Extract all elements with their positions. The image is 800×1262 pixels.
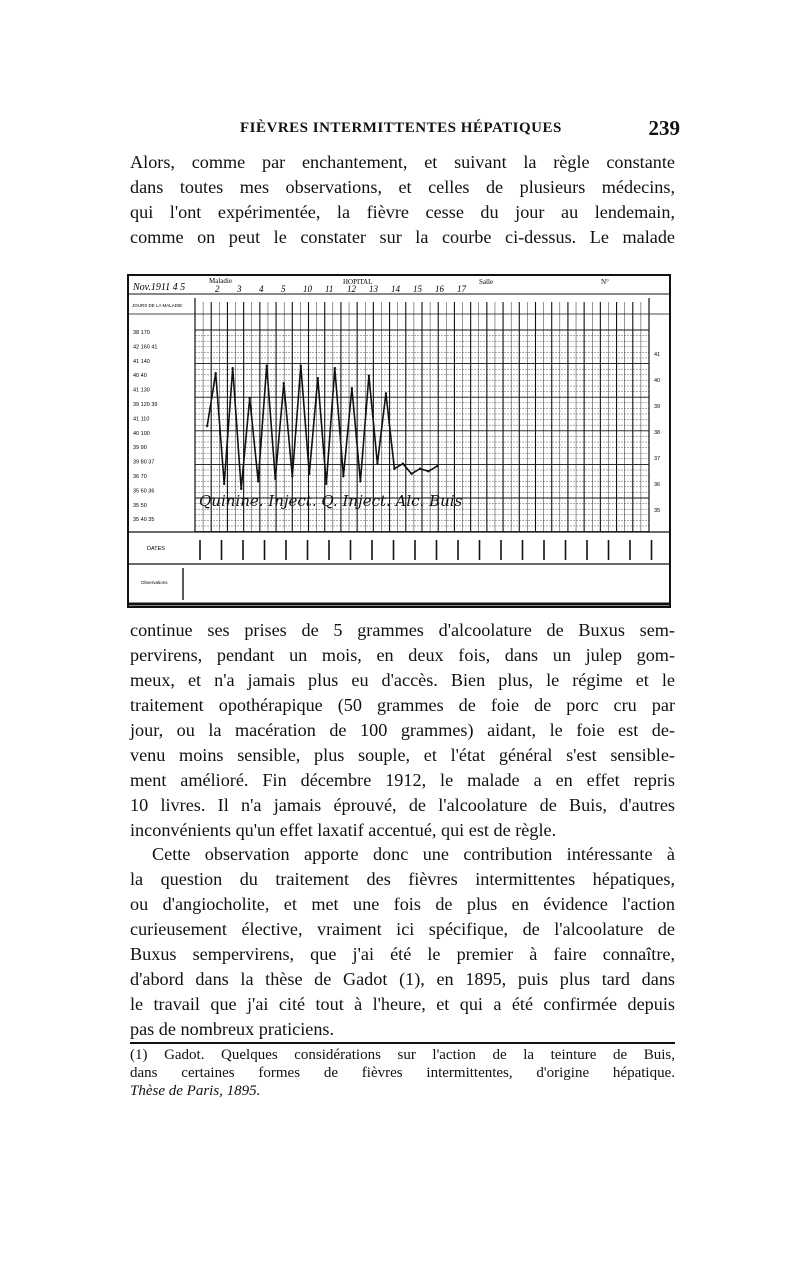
text-line: curieusement élective, vraiment ici spécifique, de l'alcoolature de — [130, 919, 675, 939]
left-scale-label: 41 110 — [133, 416, 150, 423]
chart-day-label: 3 — [237, 284, 242, 294]
chart-day-label: 12 — [347, 284, 356, 294]
temperature-point — [393, 468, 395, 470]
chart-side-header: JOURS DE LA MALADIE — [132, 303, 183, 308]
chart-day-label: 16 — [435, 284, 444, 294]
chart-day-label: 10 — [303, 284, 312, 294]
temperature-point — [419, 468, 421, 470]
right-scale-label: 38 — [654, 430, 661, 436]
text-line: Cette observation apporte donc une contribution intéressante à — [152, 844, 675, 864]
left-scale-label: 35 50 — [133, 502, 147, 509]
temperature-point — [231, 367, 233, 369]
left-scale-label: 35 60 36 — [133, 488, 155, 495]
temperature-point — [266, 364, 268, 366]
chart-day-label: 5 — [281, 284, 286, 294]
temperature-point — [308, 473, 310, 475]
right-scale-label: 37 — [654, 456, 661, 462]
temperature-chart — [127, 274, 671, 608]
text-line: le travail que j'ai cité tout à l'heure, et qui a été confirmée depuis — [130, 994, 675, 1014]
left-scale-label: 39 80 37 — [133, 459, 155, 466]
left-scale-label: 39 90 — [133, 445, 147, 452]
temperature-point — [410, 473, 412, 475]
temperature-point — [427, 470, 429, 472]
temperature-point — [351, 387, 353, 389]
temperature-point — [359, 480, 361, 482]
temperature-point — [317, 377, 319, 379]
text-line: continue ses prises de 5 grammes d'alcoolature de Buxus sem- — [130, 620, 675, 640]
text-line: dans toutes mes observations, et celles de plusieurs médecins, — [130, 177, 675, 197]
temperature-point — [291, 475, 293, 477]
temperature-point — [257, 480, 259, 482]
chart-top-left-label: Nov.1911 4 5 — [133, 282, 186, 293]
left-scale-label: 38 170 — [133, 330, 150, 336]
chart-annotation: Quinine. Inject. Q. Inject. Alc. Buis — [199, 492, 463, 510]
temperature-point — [206, 425, 208, 427]
text-line: Alors, comme par enchantement, et suivant la règle constante — [130, 152, 675, 172]
paragraph-intro — [130, 150, 675, 250]
text-line: comme on peut le constater sur la courbe ci-dessus. Le malade — [130, 227, 675, 247]
chart-day-label: 4 — [259, 284, 264, 294]
temperature-point — [385, 392, 387, 394]
left-scale-label: 40 100 — [133, 430, 150, 437]
text-line: pervirens, pendant un mois, en deux fois, dans un julep gom- — [130, 645, 675, 665]
temperature-point — [436, 465, 438, 467]
text-line: venu moins sensible, plus souple, et l'état général s'est sensible- — [130, 745, 675, 765]
left-scale-label: 41 130 — [133, 387, 150, 394]
temperature-point — [249, 397, 251, 399]
right-scale-label: 39 — [654, 404, 661, 410]
page-number: 239 — [648, 116, 680, 140]
temperature-point — [334, 367, 336, 369]
temperature-point — [274, 478, 276, 480]
temperature-curve — [207, 366, 437, 489]
text-line: inconvénients qu'un effet laxatif accentué, qui est de règle. — [130, 820, 557, 840]
temperature-point — [300, 364, 302, 366]
temperature-point — [214, 372, 216, 374]
text-line: 10 livres. Il n'a jamais éprouvé, de l'alcoolature de Buis, d'autres — [130, 795, 675, 815]
temperature-point — [342, 475, 344, 477]
temperature-point — [325, 483, 327, 485]
paragraph-conclusion — [130, 842, 675, 1042]
chart-day-label: 15 — [413, 284, 422, 294]
left-scale-label: 41 140 — [133, 358, 150, 365]
chart-frame — [128, 275, 670, 607]
chart-day-label: 13 — [369, 284, 378, 294]
text-line: la question du traitement des fièvres intermittentes hépatiques, — [130, 869, 675, 889]
left-scale-label: 35 40 35 — [133, 517, 155, 524]
footnote — [130, 1046, 675, 1100]
text-line: d'abord dans la thèse de Gadot (1), en 1895, puis plus tard dans — [130, 969, 675, 989]
chart-day-label: 11 — [325, 284, 334, 294]
temperature-point — [223, 483, 225, 485]
left-scale-label: 39 120 39 — [133, 402, 158, 408]
text-line: traitement opothérapique (50 grammes de foie de porc cru par — [130, 695, 675, 715]
footnote-line: Thèse de Paris, 1895. — [130, 1083, 261, 1099]
chart-day-label: 2 — [215, 284, 220, 294]
temperature-point — [283, 382, 285, 384]
right-scale-label: 35 — [654, 508, 661, 514]
temperature-point — [240, 488, 242, 490]
right-scale-label: 41 — [654, 352, 661, 358]
text-line: ou d'angiocholite, et met une fois de plus en évidence l'action — [130, 894, 675, 914]
observations-label: Observations — [141, 580, 168, 585]
footnote-line: dans certaines formes de fièvres intermittentes, d'origine hépatique. — [130, 1065, 675, 1081]
chart-day-label: 14 — [391, 284, 400, 294]
chart-malade-label: Maladie — [209, 277, 232, 285]
footnote-line: (1) Gadot. Quelques considérations sur l'action de la teinture de Buis, — [130, 1047, 675, 1063]
text-line: meux, et n'a jamais plus eu d'accès. Bien plus, le régime et le — [130, 670, 675, 690]
chart-hopital-label: HOPITAL — [343, 278, 373, 286]
text-line: Buxus sempervirens, que j'ai été le premier à faire connaître, — [130, 944, 675, 964]
temperature-point — [402, 463, 404, 465]
text-line: qui l'ont expérimentée, la fièvre cesse du jour au lendemain, — [130, 202, 675, 222]
page-header — [130, 116, 680, 142]
temperature-point — [368, 375, 370, 377]
left-scale-label: 40 40 — [133, 373, 147, 380]
left-scale-label: 36 70 — [133, 474, 147, 480]
chart-salle-label: Salle — [479, 278, 493, 286]
chart-no-label: N° — [601, 278, 609, 286]
right-scale-label: 40 — [654, 378, 661, 384]
chart-day-label: 17 — [457, 284, 466, 294]
left-scale-label: 42 160 41 — [133, 344, 158, 351]
running-title: FIÈVRES INTERMITTENTES HÉPATIQUES — [240, 120, 562, 136]
footnote-rule — [130, 1042, 675, 1044]
paragraph-treatment — [130, 618, 675, 843]
temperature-point — [376, 463, 378, 465]
text-line: jour, ou la macération de 100 grammes) aidant, le foie est de- — [130, 720, 675, 740]
right-scale-label: 36 — [654, 482, 661, 488]
text-line: pas de nombreux praticiens. — [130, 1019, 335, 1039]
dates-label: DATES — [147, 546, 165, 552]
text-line: ment amélioré. Fin décembre 1912, le malade a en effet repris — [130, 770, 675, 790]
